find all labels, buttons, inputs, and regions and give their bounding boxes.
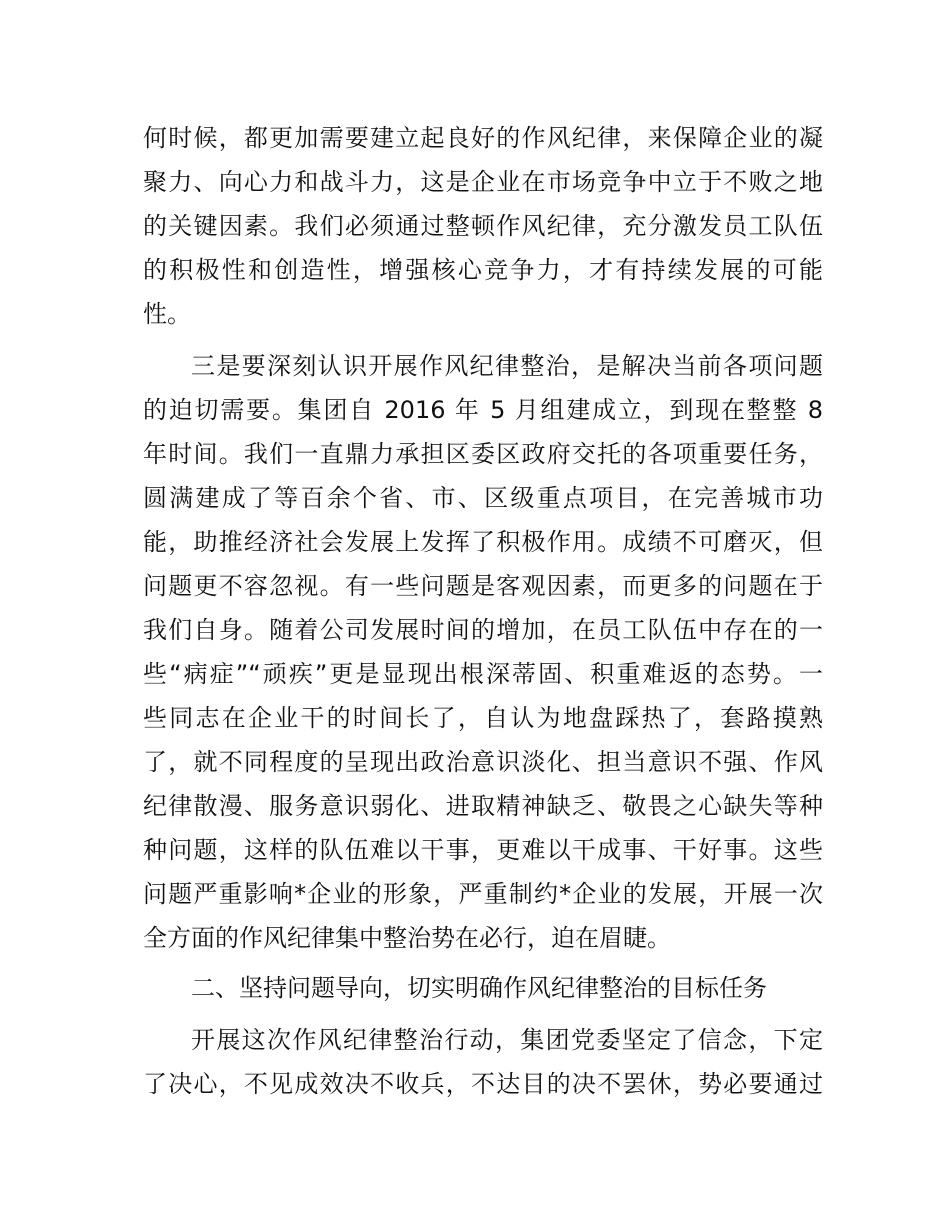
paragraph-line: 三是要深刻认识开展作风纪律整治，是解决当前各项问题 xyxy=(191,352,823,380)
section-heading: 二、坚持问题导向，切实明确作风纪律整治的目标任务 xyxy=(191,974,767,1002)
paragraph-line: 何时候，都更加需要建立起良好的作风纪律，来保障企业的凝 xyxy=(143,124,823,152)
paragraph-line: 纪律散漫、服务意识弱化、进取精神缺乏、敬畏之心缺失等种 xyxy=(143,792,823,820)
paragraph-line: 全方面的作风纪律集中整治势在必行，迫在眉睫。 xyxy=(143,924,671,952)
paragraph-line: 些同志在企业干的时间长了，自认为地盘踩热了，套路摸熟 xyxy=(143,704,823,732)
paragraph-line: 些“病症”“顽疾”更是显现出根深蒂固、积重难返的态势。一 xyxy=(143,660,823,688)
paragraph-line: 聚力、向心力和战斗力，这是企业在市场竞争中立于不败之地 xyxy=(143,168,823,196)
paragraph-line: 圆满建成了等百余个省、市、区级重点项目，在完善城市功 xyxy=(143,484,823,512)
paragraph-line: 性。 xyxy=(143,300,191,328)
paragraph-line: 的关键因素。我们必须通过整顿作风纪律，充分激发员工队伍 xyxy=(143,212,823,240)
paragraph-line: 我们自身。随着公司发展时间的增加，在员工队伍中存在的一 xyxy=(143,616,823,644)
paragraph-line: 的积极性和创造性，增强核心竞争力，才有持续发展的可能 xyxy=(143,256,823,284)
paragraph-line: 能，助推经济社会发展上发挥了积极作用。成绩不可磨灭，但 xyxy=(143,528,823,556)
paragraph-line: 问题更不容忽视。有一些问题是客观因素，而更多的问题在于 xyxy=(143,572,823,600)
paragraph-line: 了决心，不见成效决不收兵，不达目的决不罢休，势必要通过 xyxy=(143,1070,823,1098)
paragraph-line: 的迫切需要。集团自 2016 年 5 月组建成立，到现在整整 8 xyxy=(143,396,823,424)
paragraph-line: 了，就不同程度的呈现出政治意识淡化、担当意识不强、作风 xyxy=(143,748,823,776)
paragraph-line: 开展这次作风纪律整治行动，集团党委坚定了信念，下定 xyxy=(191,1026,823,1054)
paragraph-line: 种问题，这样的队伍难以干事，更难以干成事、干好事。这些 xyxy=(143,836,823,864)
paragraph-line: 年时间。我们一直鼎力承担区委区政府交托的各项重要任务， xyxy=(143,440,823,468)
paragraph-line: 问题严重影响*企业的形象，严重制约*企业的发展，开展一次 xyxy=(143,880,823,908)
